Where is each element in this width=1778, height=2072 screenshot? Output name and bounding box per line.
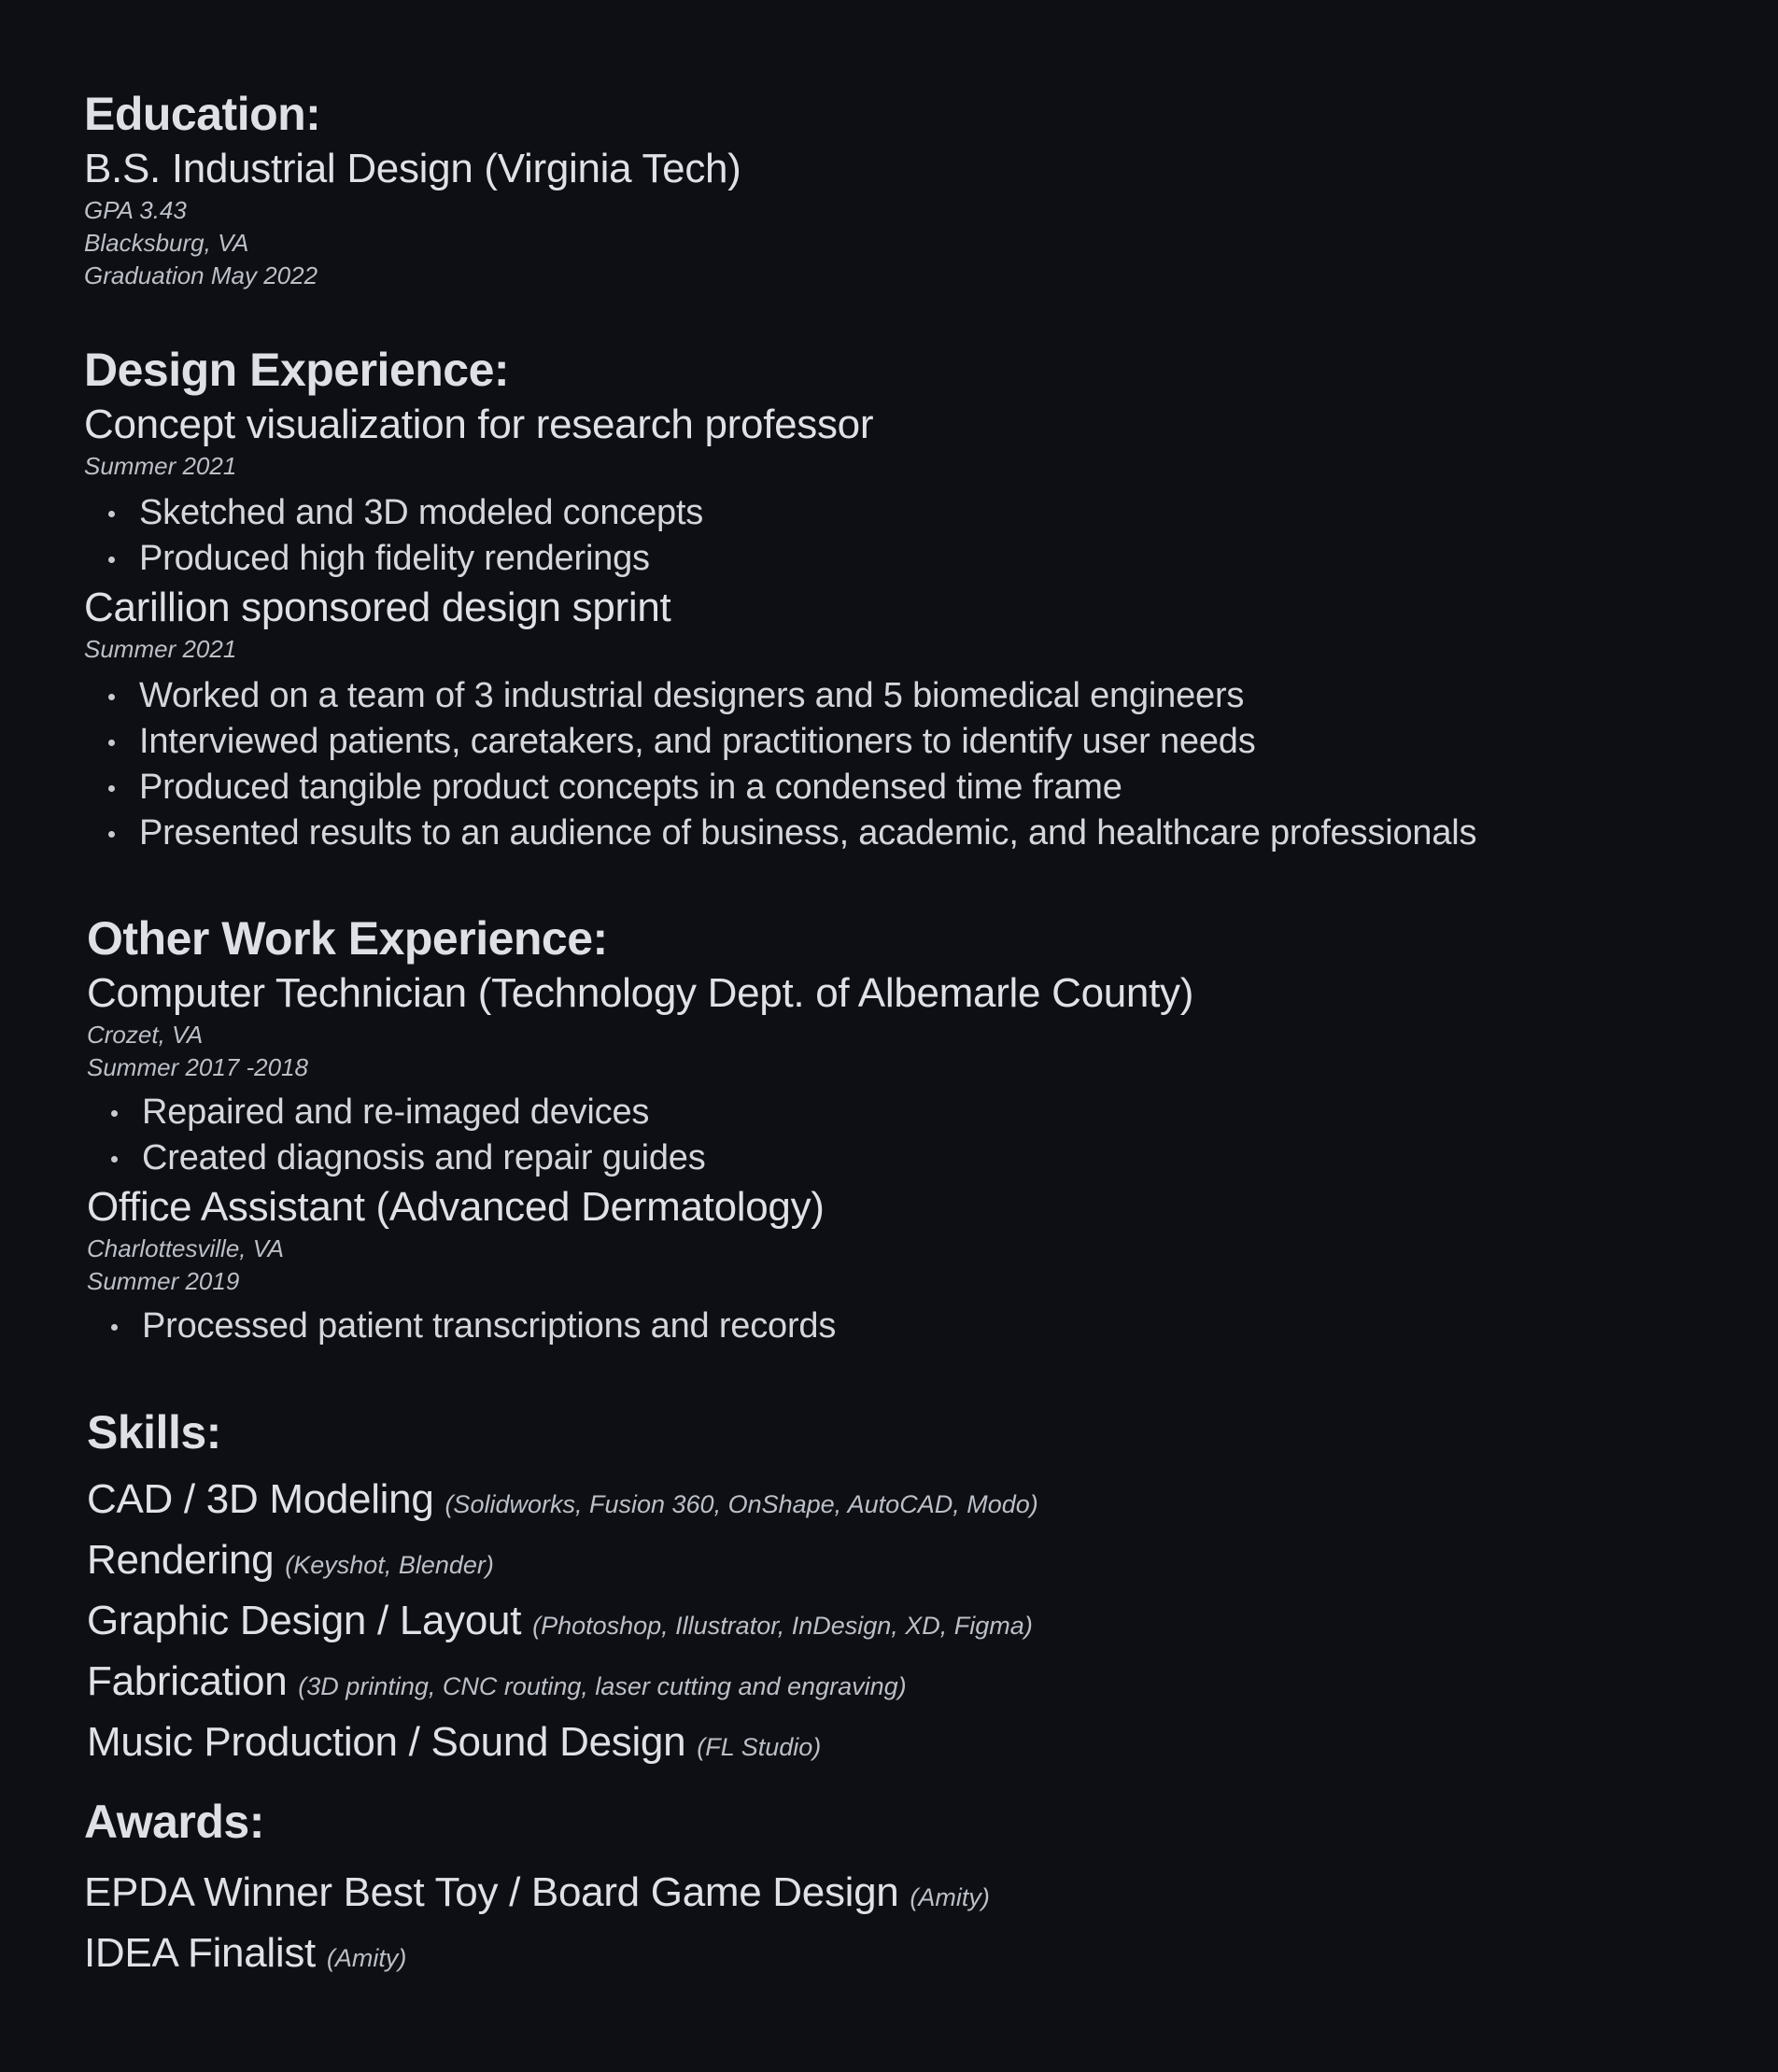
- bullet-dot: [111, 1156, 118, 1163]
- other-work-section: [87, 910, 1730, 1349]
- skill-row: [87, 1593, 1730, 1654]
- skill-row: [87, 1472, 1730, 1532]
- work-item: [87, 1182, 1730, 1349]
- awards-list: [84, 1865, 1728, 1986]
- bullet-text: Worked on a team of 3 industrial designers and 5 biomedical engineers: [139, 676, 1245, 715]
- award-row: [84, 1925, 1728, 1986]
- skills-list: [87, 1472, 1730, 1775]
- bullet-item: [87, 1304, 1730, 1349]
- bullet-text: Interviewed patients, caretakers, and practitioners to identify user needs: [139, 722, 1256, 761]
- work-bullets: [87, 1090, 1730, 1181]
- work-date: Summer 2017 -2018: [87, 1053, 309, 1081]
- award-project: (Amity): [326, 1944, 407, 1972]
- bullet-text: Repaired and re-imaged devices: [142, 1092, 650, 1132]
- skill-tools: (3D printing, CNC routing, laser cutting and engraving): [298, 1672, 907, 1700]
- bullet-dot: [108, 740, 115, 746]
- skill-tools: (Photoshop, Illustrator, InDesign, XD, Figma): [532, 1612, 1033, 1640]
- award-row: [84, 1865, 1728, 1925]
- experience-date: Summer 2021: [84, 635, 237, 663]
- experience-title: Carillion sponsored design sprint: [84, 585, 671, 630]
- gpa-text: GPA 3.43: [84, 196, 187, 224]
- bullet-text: Processed patient transcriptions and records: [142, 1306, 837, 1346]
- bullet-item: [84, 673, 1728, 719]
- design-experience-heading: Design Experience:: [84, 344, 510, 396]
- bullet-dot: [108, 831, 115, 838]
- bullet-item: [87, 1135, 1730, 1181]
- skill-tools: (FL Studio): [697, 1733, 822, 1761]
- skill-name: Rendering: [87, 1537, 275, 1583]
- experience-item: [84, 583, 1728, 856]
- experience-date: Summer 2021: [84, 452, 237, 480]
- bullet-item: [84, 536, 1728, 582]
- skills-heading: Skills:: [87, 1406, 221, 1459]
- design-experience-section: [84, 342, 1728, 856]
- education-heading: Education:: [84, 88, 321, 140]
- bullet-text: Presented results to an audience of business, academic, and healthcare professionals: [139, 813, 1477, 853]
- work-location: Charlottesville, VA: [87, 1234, 284, 1262]
- graduation-date: Graduation May 2022: [84, 261, 318, 289]
- work-title: Computer Technician (Technology Dept. of Albemarle County): [87, 970, 1194, 1016]
- work-item: [87, 968, 1730, 1181]
- work-bullets: [87, 1304, 1730, 1349]
- bullet-dot: [108, 694, 115, 700]
- bullet-dot: [108, 511, 115, 517]
- bullet-item: [84, 490, 1728, 536]
- bullet-text: Produced high fidelity renderings: [139, 539, 650, 578]
- education-location: Blacksburg, VA: [84, 229, 249, 257]
- bullet-item: [84, 810, 1728, 856]
- skill-row: [87, 1532, 1730, 1593]
- bullet-dot: [111, 1110, 118, 1117]
- skill-row: [87, 1654, 1730, 1714]
- skill-name: CAD / 3D Modeling: [87, 1476, 434, 1522]
- bullet-dot: [108, 557, 115, 563]
- work-date: Summer 2019: [87, 1267, 240, 1295]
- award-name: IDEA Finalist: [84, 1930, 316, 1976]
- skill-name: Fabrication: [87, 1658, 288, 1704]
- skill-name: Graphic Design / Layout: [87, 1598, 522, 1643]
- experience-title: Concept visualization for research professor: [84, 402, 874, 447]
- awards-heading: Awards:: [84, 1796, 264, 1848]
- skill-row: [87, 1714, 1730, 1775]
- skill-tools: (Keyshot, Blender): [285, 1551, 494, 1579]
- skills-section: [87, 1404, 1730, 1775]
- bullet-item: [84, 765, 1728, 810]
- bullet-text: Created diagnosis and repair guides: [142, 1138, 706, 1177]
- award-name: EPDA Winner Best Toy / Board Game Design: [84, 1869, 899, 1915]
- education-section: [84, 86, 1728, 292]
- bullet-item: [84, 719, 1728, 765]
- awards-section: [84, 1794, 1728, 1986]
- experience-bullets: [84, 673, 1728, 856]
- degree-title: B.S. Industrial Design (Virginia Tech): [84, 146, 741, 191]
- bullet-dot: [111, 1324, 118, 1331]
- work-location: Crozet, VA: [87, 1021, 204, 1049]
- bullet-text: Produced tangible product concepts in a condensed time frame: [139, 768, 1122, 807]
- award-project: (Amity): [910, 1883, 990, 1911]
- skill-tools: (Solidworks, Fusion 360, OnShape, AutoCAD, Modo): [444, 1490, 1038, 1518]
- bullet-dot: [108, 785, 115, 792]
- experience-bullets: [84, 490, 1728, 582]
- bullet-text: Sketched and 3D modeled concepts: [139, 493, 704, 532]
- other-work-heading: Other Work Experience:: [87, 912, 608, 965]
- experience-item: [84, 400, 1728, 582]
- work-title: Office Assistant (Advanced Dermatology): [87, 1184, 825, 1230]
- skill-name: Music Production / Sound Design: [87, 1719, 686, 1765]
- bullet-item: [87, 1090, 1730, 1135]
